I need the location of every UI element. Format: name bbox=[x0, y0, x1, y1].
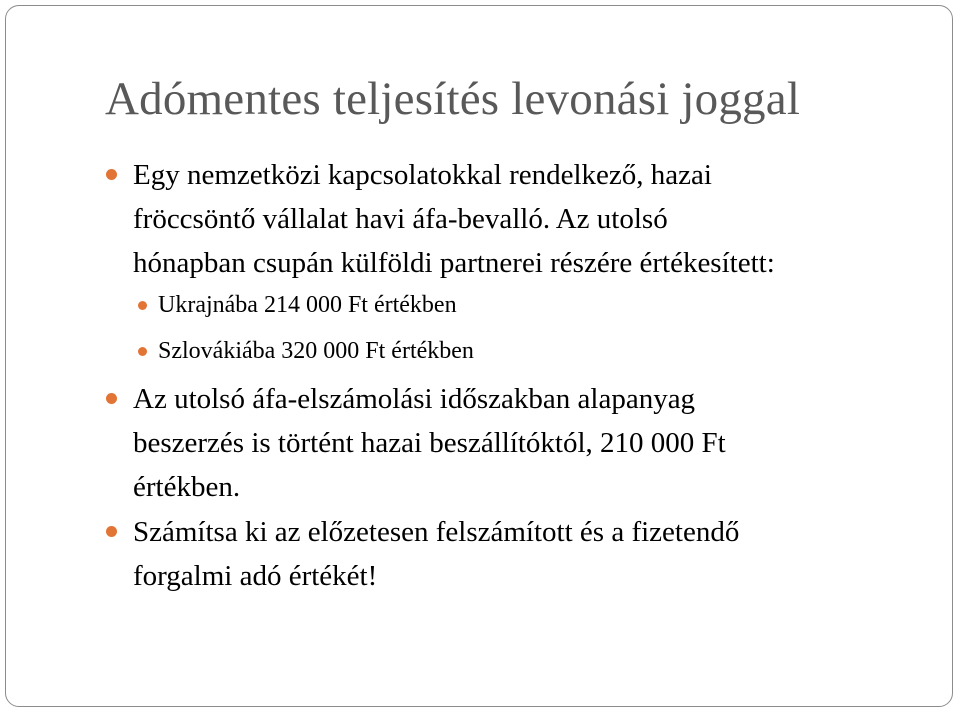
bullet-item-1 bbox=[133, 153, 893, 285]
bullet-dot-icon bbox=[106, 169, 117, 180]
bullet-text: Egy nemzetközi kapcsolatokkal rendelkező, hazai fröccsöntő vállalat havi áfa-bevalló. Az utolsó hónapban csupán külföldi partnerei részére értékesített: bbox=[133, 159, 775, 279]
bullet-text: Ukrajnába 214 000 Ft értékben bbox=[158, 292, 457, 318]
bullet-text: Az utolsó áfa-elszámolási időszakban alapanyag beszerzés is történt hazai beszállítóktól, 210 000 Ft értékben. bbox=[133, 383, 726, 503]
bullet-item-3 bbox=[133, 510, 893, 598]
bullet-item-2 bbox=[133, 377, 893, 509]
sub-bullet-item-1 bbox=[158, 287, 878, 323]
sub-bullet-item-2 bbox=[158, 333, 878, 369]
bullet-dot-icon bbox=[138, 347, 147, 356]
slide-title: Adómentes teljesítés levonási joggal bbox=[105, 73, 801, 125]
bullet-dot-icon bbox=[106, 393, 117, 404]
bullet-text: Számítsa ki az előzetesen felszámított és a fizetendő forgalmi adó értékét! bbox=[133, 516, 740, 592]
bullet-text: Szlovákiába 320 000 Ft értékben bbox=[158, 338, 474, 364]
bullet-dot-icon bbox=[138, 301, 147, 310]
bullet-dot-icon bbox=[106, 526, 117, 537]
